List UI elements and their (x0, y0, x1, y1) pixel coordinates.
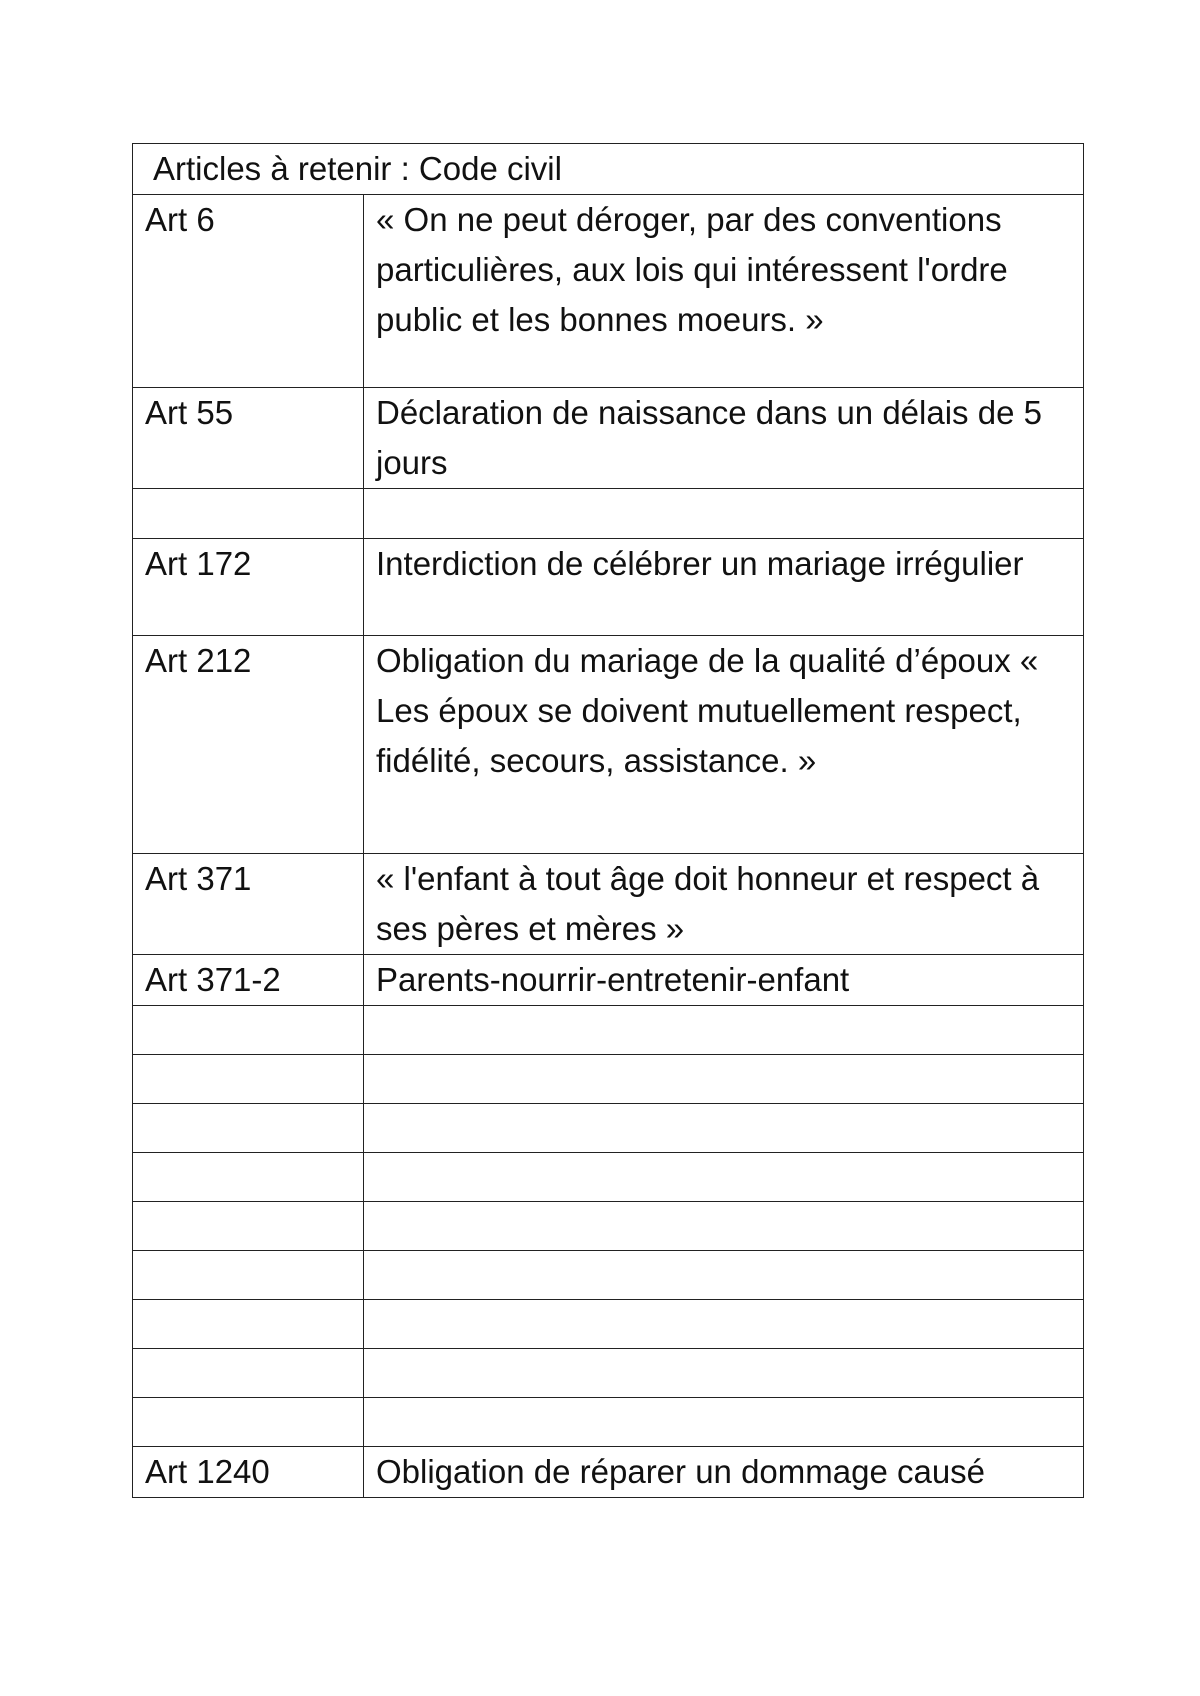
article-description-cell (364, 1202, 1084, 1251)
table-row (133, 1153, 1084, 1202)
article-number-cell (133, 854, 364, 955)
article-description-cell (364, 854, 1084, 955)
article-number-cell (133, 1006, 364, 1055)
article-number: Art 172 (145, 545, 252, 582)
article-number-cell (133, 1251, 364, 1300)
article-number-cell (133, 1104, 364, 1153)
table-row (133, 636, 1084, 854)
table-row (133, 1447, 1084, 1498)
table-row (133, 489, 1084, 539)
article-description-cell (364, 1300, 1084, 1349)
article-number-cell (133, 1153, 364, 1202)
table-row (133, 195, 1084, 388)
article-description-cell (364, 1104, 1084, 1153)
article-number: Art 371 (145, 860, 252, 897)
article-number-cell (133, 1300, 364, 1349)
table-row (133, 955, 1084, 1006)
article-description-cell (364, 195, 1084, 388)
article-number-cell (133, 489, 364, 539)
article-description-cell (364, 1398, 1084, 1447)
table-row (133, 1300, 1084, 1349)
table-row (133, 1006, 1084, 1055)
article-number: Art 6 (145, 201, 215, 238)
article-number-cell (133, 636, 364, 854)
article-description: « l'enfant à tout âge doit honneur et respect à ses pères et mères » (376, 860, 1040, 947)
article-description-cell (364, 388, 1084, 489)
table-title-row (133, 144, 1084, 195)
article-number-cell (133, 1398, 364, 1447)
articles-table (132, 143, 1084, 1498)
table-row (133, 1251, 1084, 1300)
article-number: Art 212 (145, 642, 252, 679)
article-description-cell (364, 1055, 1084, 1104)
table-row (133, 1202, 1084, 1251)
table-row (133, 539, 1084, 636)
article-description-cell (364, 955, 1084, 1006)
table-row (133, 388, 1084, 489)
article-description: Parents-nourrir-entretenir-enfant (376, 961, 850, 998)
article-description-cell (364, 489, 1084, 539)
article-number-cell (133, 539, 364, 636)
table-row (133, 1055, 1084, 1104)
article-number-cell (133, 195, 364, 388)
article-number: Art 371-2 (145, 961, 281, 998)
article-number: Art 55 (145, 394, 234, 431)
article-description: Interdiction de célébrer un mariage irrégulier (376, 545, 1024, 582)
table-row (133, 1104, 1084, 1153)
table-title: Articles à retenir : Code civil (153, 150, 562, 187)
article-description-cell (364, 1447, 1084, 1498)
article-description: Obligation de réparer un dommage causé (376, 1453, 986, 1490)
article-number: Art 1240 (145, 1453, 270, 1490)
table-row (133, 1398, 1084, 1447)
article-description: « On ne peut déroger, par des conventions particulières, aux lois qui intéressent l'ordre public et les bonnes moeurs. » (376, 201, 1008, 338)
article-number-cell (133, 1055, 364, 1104)
table-row (133, 854, 1084, 955)
article-number-cell (133, 1202, 364, 1251)
article-description-cell (364, 1006, 1084, 1055)
article-description-cell (364, 1349, 1084, 1398)
article-number-cell (133, 1447, 364, 1498)
article-number-cell (133, 388, 364, 489)
article-description-cell (364, 636, 1084, 854)
article-number-cell (133, 1349, 364, 1398)
article-description-cell (364, 1153, 1084, 1202)
article-description-cell (364, 539, 1084, 636)
article-description-cell (364, 1251, 1084, 1300)
article-number-cell (133, 955, 364, 1006)
table-row (133, 1349, 1084, 1398)
article-description: Obligation du mariage de la qualité d’époux « Les époux se doivent mutuellement respect, fidélité, secours, assistance. » (376, 642, 1039, 779)
article-description: Déclaration de naissance dans un délais de 5 jours (376, 394, 1042, 481)
table-title-cell (133, 144, 1084, 195)
